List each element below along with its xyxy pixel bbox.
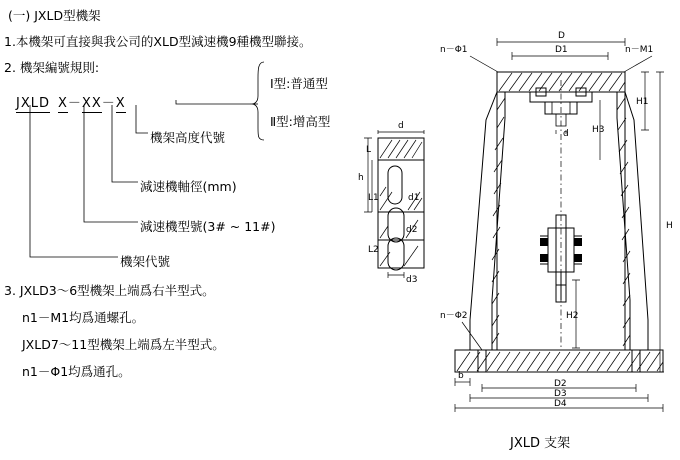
svg-text:D1: D1 [555, 45, 568, 55]
svg-text:n－Φ2: n－Φ2 [440, 311, 468, 321]
code-part-3: X [115, 96, 126, 111]
note-item-3: 3. JXLD3～6型機架上端爲右半型式。 [4, 283, 215, 298]
code-part-2: XX [81, 96, 102, 111]
svg-text:H3: H3 [592, 125, 605, 135]
label-model-number: 減速機型號(3# ~ 11#) [140, 219, 276, 234]
code-dash-1: － [67, 96, 82, 111]
section-title: (一) JXLD型機架 [8, 8, 101, 23]
svg-text:d: d [398, 121, 404, 131]
label-type-1: Ⅰ型:普通型 [270, 76, 328, 91]
svg-text:H: H [666, 221, 673, 231]
svg-text:H1: H1 [636, 97, 649, 107]
svg-text:D4: D4 [554, 399, 567, 409]
label-type-2: Ⅱ型:增高型 [270, 114, 331, 129]
svg-text:D: D [558, 31, 565, 41]
svg-text:n－M1: n－M1 [625, 45, 654, 55]
note-item-3b: n1－M1均爲通螺孔。 [22, 310, 145, 325]
code-base: JXLD [16, 96, 50, 111]
svg-text:h: h [358, 173, 364, 183]
label-height-code: 機架高度代號 [150, 130, 226, 145]
svg-text:D2: D2 [554, 379, 567, 389]
note-item-2: 2. 機架編號規則: [4, 60, 100, 75]
code-dash-2: － [101, 96, 116, 111]
note-item-1: 1.本機架可直接與我公司的XLD型減速機9種機型聯接。 [4, 34, 312, 49]
svg-text:L1: L1 [368, 193, 379, 203]
svg-text:D3: D3 [554, 389, 567, 399]
label-shaft-diameter: 減速機軸徑(mm) [140, 179, 237, 194]
note-item-3c: JXLD7～11型機架上端爲左半型式。 [22, 337, 225, 352]
label-frame-code: 機架代號 [120, 254, 171, 269]
note-item-3d: n1－Φ1均爲通孔。 [22, 364, 131, 379]
code-part-1: X [58, 96, 68, 111]
svg-text:L2: L2 [368, 245, 379, 255]
svg-text:d1: d1 [408, 193, 420, 203]
svg-text:d2: d2 [406, 225, 418, 235]
svg-text:b: b [458, 371, 464, 381]
svg-text:H2: H2 [566, 311, 579, 321]
svg-text:d: d [563, 129, 569, 139]
svg-text:n－Φ1: n－Φ1 [440, 45, 468, 55]
svg-text:d3: d3 [406, 275, 418, 285]
figure-caption: JXLD 支架 [510, 436, 571, 451]
svg-text:L: L [366, 145, 372, 155]
